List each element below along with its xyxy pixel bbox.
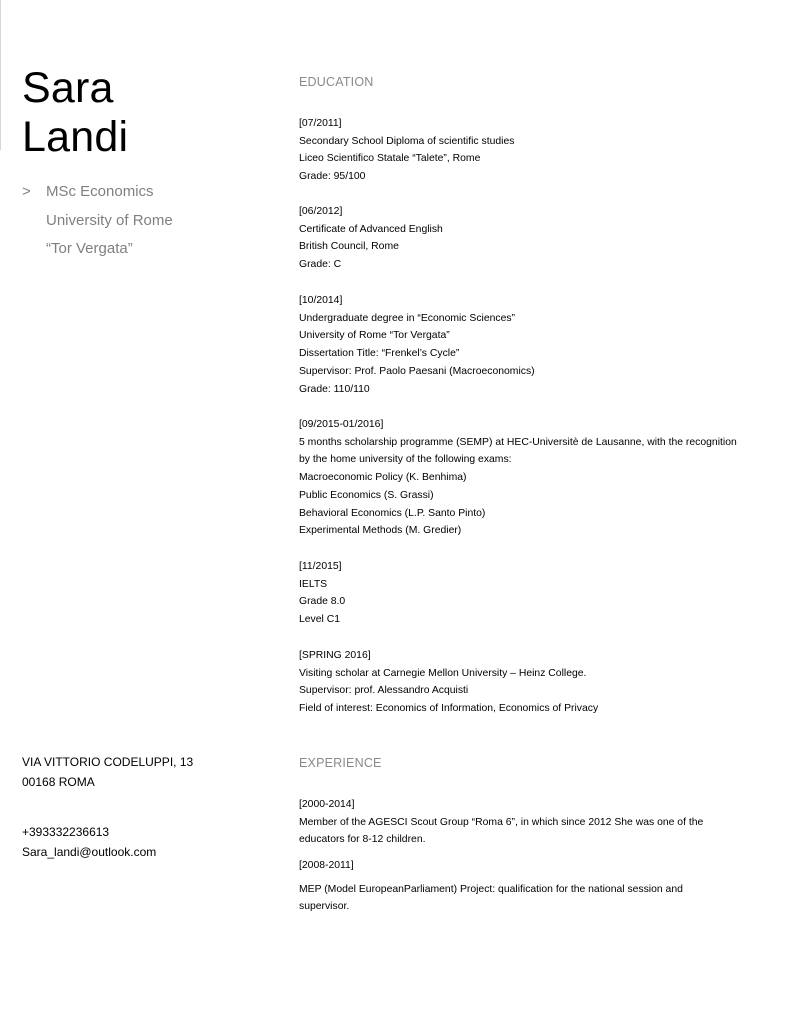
address-line: VIA VITTORIO CODELUPPI, 13 [22,755,194,769]
education-entry [299,292,769,398]
entry-line: Field of interest: Economics of Information, Economics of Privacy [299,703,599,715]
experience-heading: EXPERIENCE [299,756,382,770]
degree-line: MSc Economics [46,183,154,200]
entry-line: IELTS [299,578,328,590]
education-heading: EDUCATION [299,75,374,89]
education-entry [299,558,769,629]
address [22,752,272,792]
entry-line: Experimental Methods (M. Gredier) [299,525,462,537]
page-edge-line [0,0,1,150]
first-name: Sara [22,64,114,112]
entry-date: [2008-2011] [299,860,354,871]
entry-line: British Council, Rome [299,241,399,253]
entry-line: Macroeconomic Policy (K. Benhima) [299,472,467,484]
contact-info [22,822,272,862]
entry-line: Grade: 110/110 [299,383,370,395]
entry-line: Certificate of Advanced English [299,223,443,235]
entry-line: Secondary School Diploma of scientific studies [299,135,515,147]
entry-date: [11/2015] [299,561,342,572]
address-line: 00168 ROMA [22,775,95,789]
experience-entry [299,857,769,916]
entry-line: University of Rome “Tor Vergata” [299,330,450,342]
entry-date: [2000-2014] [299,799,355,810]
degree-line: “Tor Vergata” [46,240,133,257]
entry-line: Level C1 [299,614,341,626]
entry-line: Visiting scholar at Carnegie Mellon University – Heinz College. [299,667,587,679]
entry-line: Liceo Scientifico Statale “Talete”, Rome [299,153,481,165]
entry-line: Public Economics (S. Grassi) [299,489,434,501]
entry-date: [10/2014] [299,295,343,306]
entry-text: Member of the AGESCI Scout Group “Roma 6”, in which since 2012 She was one of the educators for 8-12 children. [299,816,704,846]
education-entry [299,647,769,718]
entry-date: [06/2012] [299,206,343,217]
last-name: Landi [22,113,129,161]
entry-line: Dissertation Title: “Frenkel’s Cycle” [299,348,460,360]
entry-line: 5 months scholarship programme (SEMP) at HEC-Universitè de Lausanne, with the recognition [299,436,737,448]
entry-date: [07/2011] [299,118,342,129]
degree-line: University of Rome [46,211,173,229]
email-address: Sara_landi@outlook.com [22,845,157,859]
education-entry [299,416,769,540]
entry-line: Behavioral Economics (L.P. Santo Pinto) [299,507,486,519]
entry-text: MEP (Model EuropeanParliament) Project: qualification for the national session and supervisor. [299,883,683,913]
education-entry [299,203,769,274]
entry-line: Supervisor: Prof. Paolo Paesani (Macroeconomics) [299,365,535,377]
entry-line: Grade 8.0 [299,596,346,608]
entry-date: [SPRING 2016] [299,650,371,661]
entry-line: Undergraduate degree in “Economic Sciences” [299,312,516,324]
entry-line: Supervisor: prof. Alessandro Acquisti [299,685,469,697]
education-entry [299,115,769,186]
entry-line: Grade: C [299,259,342,271]
experience-entry [299,796,769,849]
phone-number: +393332236613 [22,825,110,839]
entry-date: [09/2015-01/2016] [299,419,384,430]
chevron-right-icon: > [22,183,31,200]
entry-line: Grade: 95/100 [299,171,366,183]
candidate-name [22,64,128,162]
entry-line: by the home university of the following exams: [299,454,512,466]
